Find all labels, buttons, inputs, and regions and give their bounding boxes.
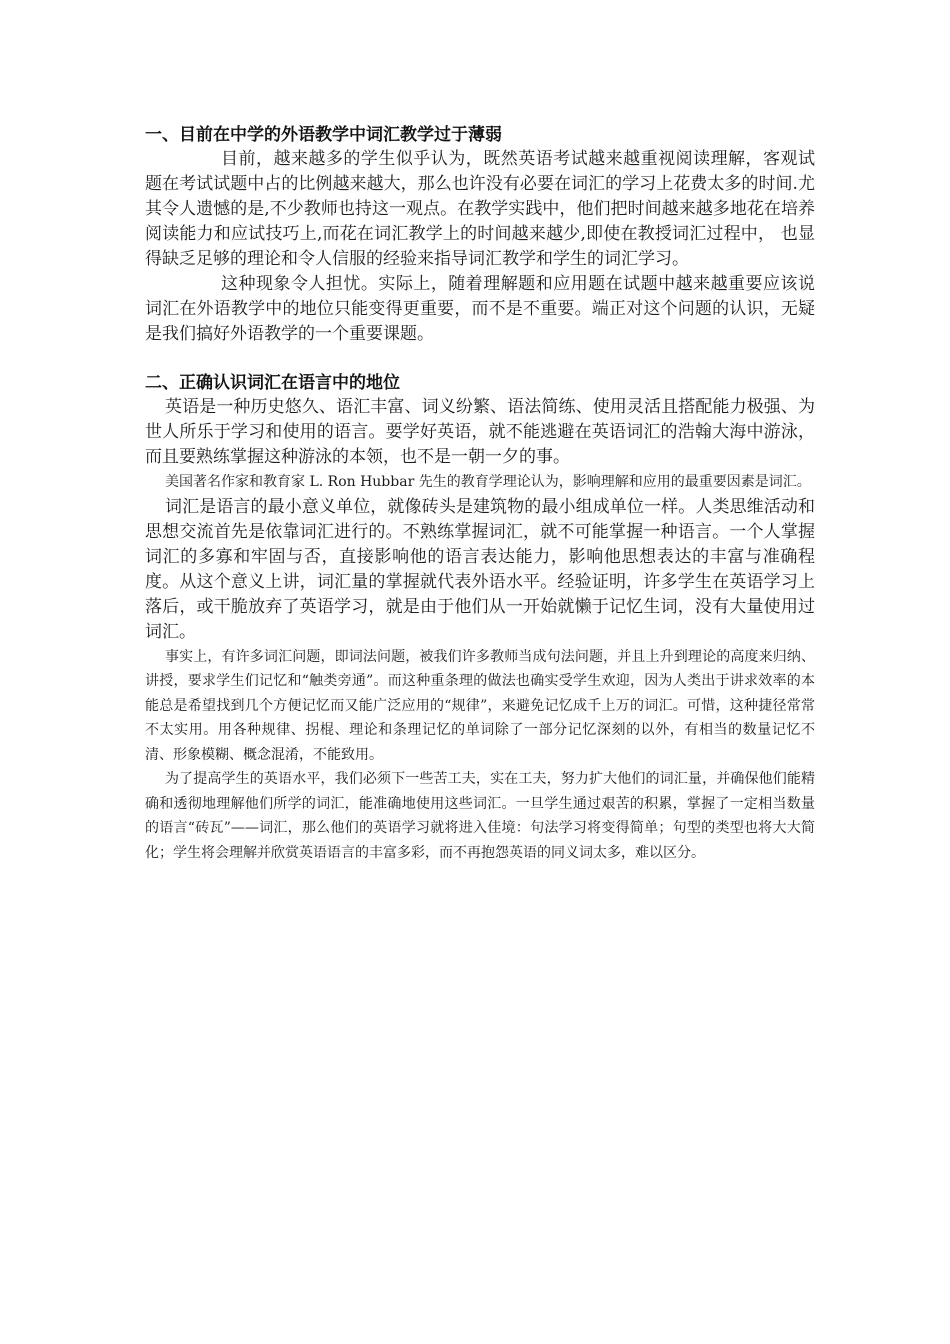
section-1-paragraph-2: 这种现象令人担忧。实际上，随着理解题和应用题在试题中越来越重要应该说词汇在外语教学中的地位只能变得更重要，而不是不重要。端正对这个问题的认识，无疑是我们搞好外语教学的一个重要课题。 [145,274,815,344]
section-2-paragraph-4: 事实上，有许多词汇问题，即词法问题，被我们许多教师当成句法问题，并且上升到理论的高度来归纳、讲授，要求学生们记忆和“触类旁通”。而这种重条理的做法也确实受学生欢迎，因为人类出于讲求效率的本能总是希望找到几个方便记忆而又能广泛应用的“规律”，来避免记忆成千上万的词汇。可惜，这种捷径常常不太实用。用各种规律、拐棍、理论和条理记忆的单词除了一部分记忆深刻的以外，有相当的数量记忆不清、形象模糊、概念混淆，不能致用。 [145,648,815,763]
section-1-paragraph-1: 目前，越来越多的学生似乎认为，既然英语考试越来越重视阅读理解，客观试题在考试试题中占的比例越来越大，那么也许没有必要在词汇的学习上花费太多的时间.尤其令人遗憾的是,不少教师也持这一观点。在教学实践中，他们把时间越来越多地花在培养阅读能力和应试技巧上,而花在词汇教学上的时间越来越少,即使在教授词汇过程中， 也显得缺乏足够的理论和令人信服的经验来指导词汇教学和学生的词汇学习。 [145,149,815,269]
section-1-heading: 一、目前在中学的外语教学中词汇教学过于薄弱 [145,125,502,145]
section-2-paragraph-2: 美国著名作家和教育家 L. Ron Hubbar 先生的教育学理论认为，影响理解和应用的最重要因素是词汇。 [165,474,811,490]
section-2-paragraph-1: 英语是一种历史悠久、语汇丰富、词义纷繁、语法简练、使用灵活且搭配能力极强、为世人所乐于学习和使用的语言。要学好英语，就不能逃避在英语词汇的浩翰大海中游泳，而且要熟练掌握这种游泳的本领，也不是一朝一夕的事。 [145,397,815,467]
section-2-paragraph-3: 词汇是语言的最小意义单位，就像砖头是建筑物的最小组成单位一样。人类思维活动和思想交流首先是依靠词汇进行的。不熟练掌握词汇，就不可能掌握一种语言。一个人掌握词汇的多寡和牢固与否，直接影响他的语言表达能力，影响他思想表达的丰富与准确程度。从这个意义上讲，词汇量的掌握就代表外语水平。经验证明，许多学生在英语学习上落后，或干脆放弃了英语学习，就是由于他们从一开始就懒于记忆生词，没有大量使用过词汇。 [145,496,815,642]
section-2-paragraph-5: 为了提高学生的英语水平，我们必须下一些苦工夫，实在工夫，努力扩大他们的词汇量，并确保他们能精确和透彻地理解他们所学的词汇，能准确地使用这些词汇。一旦学生通过艰苦的积累，掌握了一定相当数量的语言“砖瓦”——词汇，那么他们的英语学习就将进入佳境：句法学习将变得简单；句型的类型也将大大简化；学生将会理解并欣赏英语语言的丰富多彩，而不再抱怨英语的同义词太多，难以区分。 [145,771,815,861]
section-2-heading: 二、正确认识词汇在语言中的地位 [145,373,400,393]
document-page [145,123,815,865]
